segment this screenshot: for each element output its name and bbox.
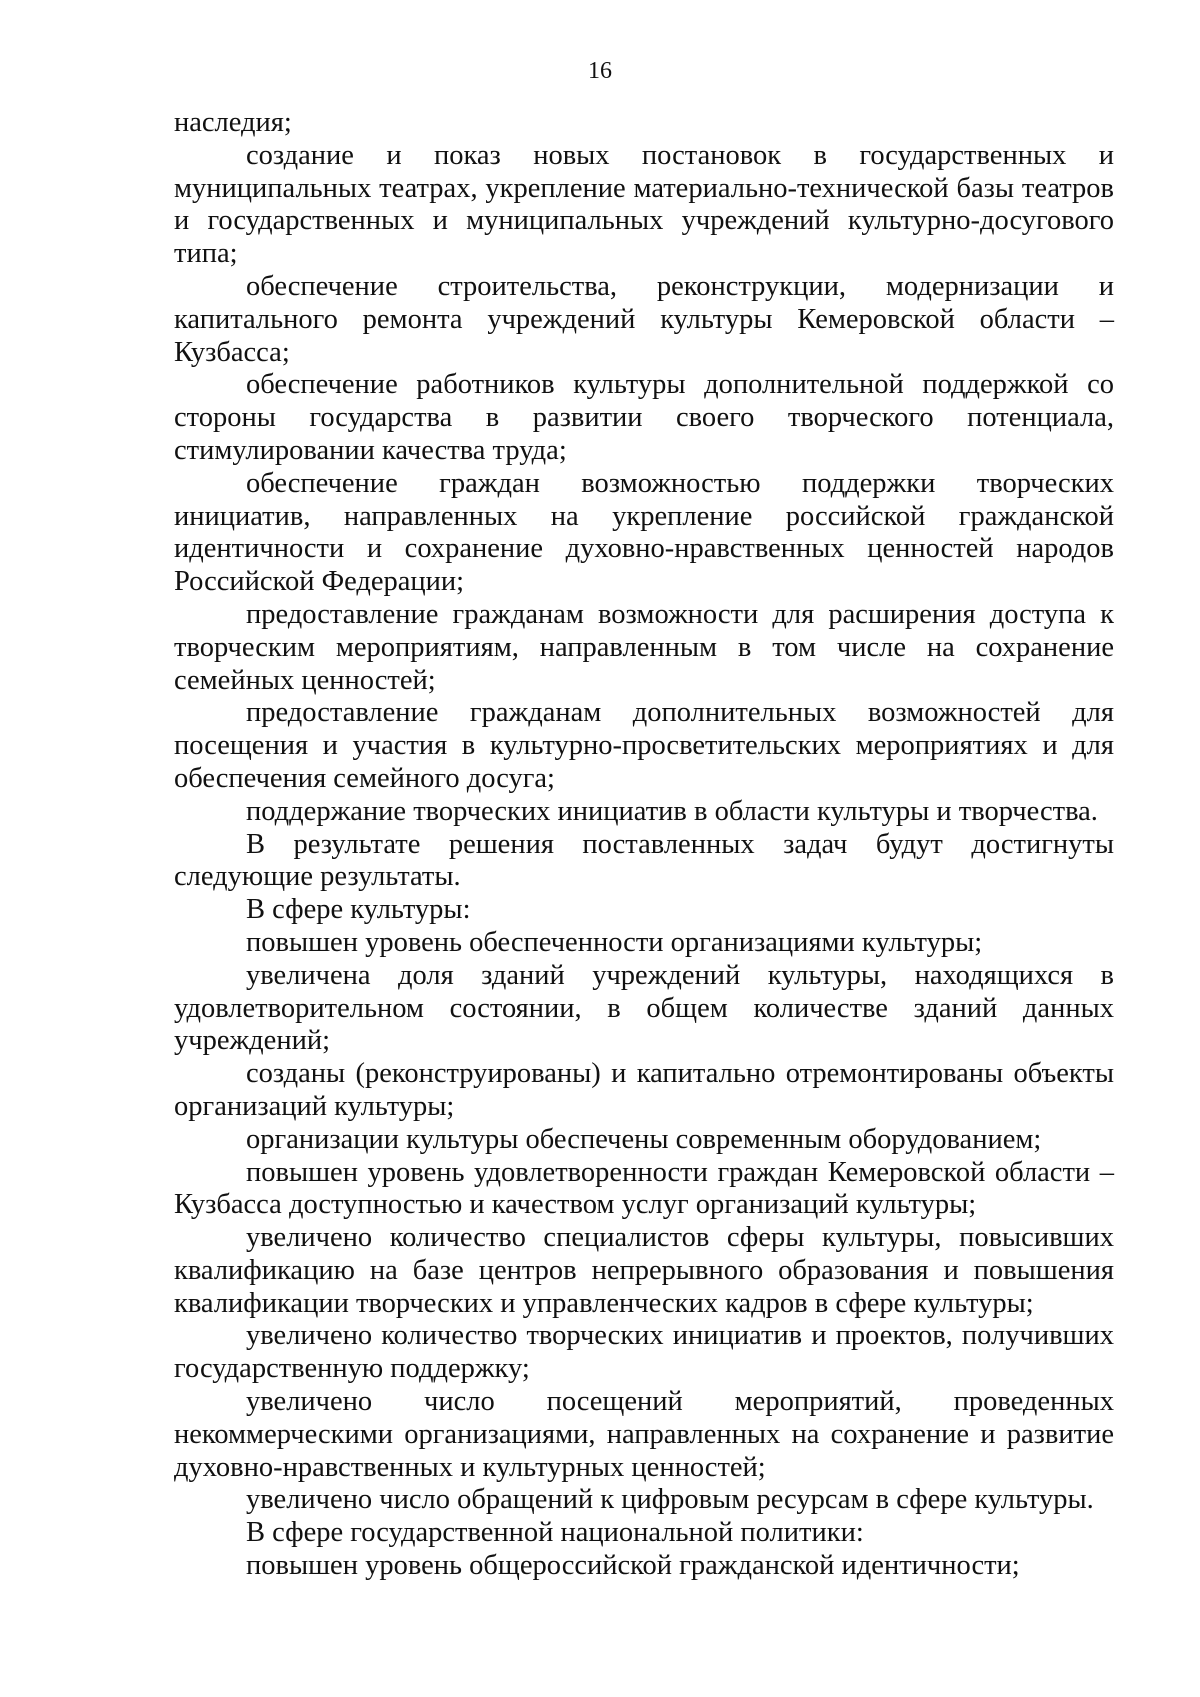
paragraph: обеспечение строительства, реконструкции, модернизации и капитального ремонта учреждений культуры Кемеровской области – Кузбасса; bbox=[174, 270, 1114, 368]
paragraph: увеличено число обращений к цифровым ресурсам в сфере культуры. bbox=[246, 1484, 1094, 1516]
paragraph: предоставление гражданам возможности для расширения доступа к творческим мероприятиям, направленным в том числе на сохранение семейных ценностей; bbox=[174, 598, 1114, 696]
paragraph: создание и показ новых постановок в государственных и муниципальных театрах, укрепление материально-технической базы театров и государственных и муниципальных учреждений культурно-досугового типа; bbox=[174, 139, 1114, 270]
paragraph: повышен уровень обеспеченности организациями культуры; bbox=[246, 926, 983, 958]
paragraph: поддержание творческих инициатив в области культуры и творчества. bbox=[246, 795, 1098, 827]
paragraph: увеличена доля зданий учреждений культуры, находящихся в удовлетворительном состоянии, в общем количестве зданий данных учреждений; bbox=[174, 959, 1114, 1057]
paragraph: наследия; bbox=[174, 107, 292, 138]
paragraph: увеличено число посещений мероприятий, проведенных некоммерческими организациями, направленных на сохранение и развитие духовно-нравственных и культурных ценностей; bbox=[174, 1386, 1114, 1483]
page-number: 16 bbox=[588, 58, 612, 84]
paragraph: обеспечение работников культуры дополнительной поддержкой со стороны государства в развитии своего творческого потенциала, стимулировании качества труда; bbox=[174, 369, 1114, 466]
section-heading: В сфере культуры: bbox=[246, 894, 471, 926]
paragraph: предоставление гражданам дополнительных возможностей для посещения и участия в культурно-просветительских мероприятиях и для обеспечения семейного досуга; bbox=[174, 697, 1114, 794]
section-heading: В сфере государственной национальной политики: bbox=[246, 1517, 864, 1549]
paragraph: увеличено количество специалистов сферы культуры, повысивших квалификацию на базе центров непрерывного образования и повышения квалификации творческих и управленческих кадров в сфере культуры; bbox=[174, 1222, 1114, 1319]
paragraph: обеспечение граждан возможностью поддержки творческих инициатив, направленных на укрепление российской гражданской идентичности и сохранение духовно-нравственных ценностей народов Российской Федерации; bbox=[174, 467, 1114, 598]
paragraph: организации культуры обеспечены современным оборудованием; bbox=[246, 1123, 1042, 1155]
paragraph: В результате решения поставленных задач будут достигнуты следующие результаты. bbox=[174, 828, 1114, 893]
paragraph: созданы (реконструированы) и капитально отремонтированы объекты организаций культуры; bbox=[174, 1058, 1114, 1122]
paragraph: повышен уровень удовлетворенности граждан Кемеровской области – Кузбасса доступностью и качеством услуг организаций культуры; bbox=[174, 1156, 1114, 1221]
paragraph: повышен уровень общероссийской гражданской идентичности; bbox=[246, 1550, 1020, 1582]
paragraph: увеличено количество творческих инициатив и проектов, получивших государственную поддержку; bbox=[174, 1320, 1114, 1385]
document-body bbox=[174, 107, 1114, 1583]
